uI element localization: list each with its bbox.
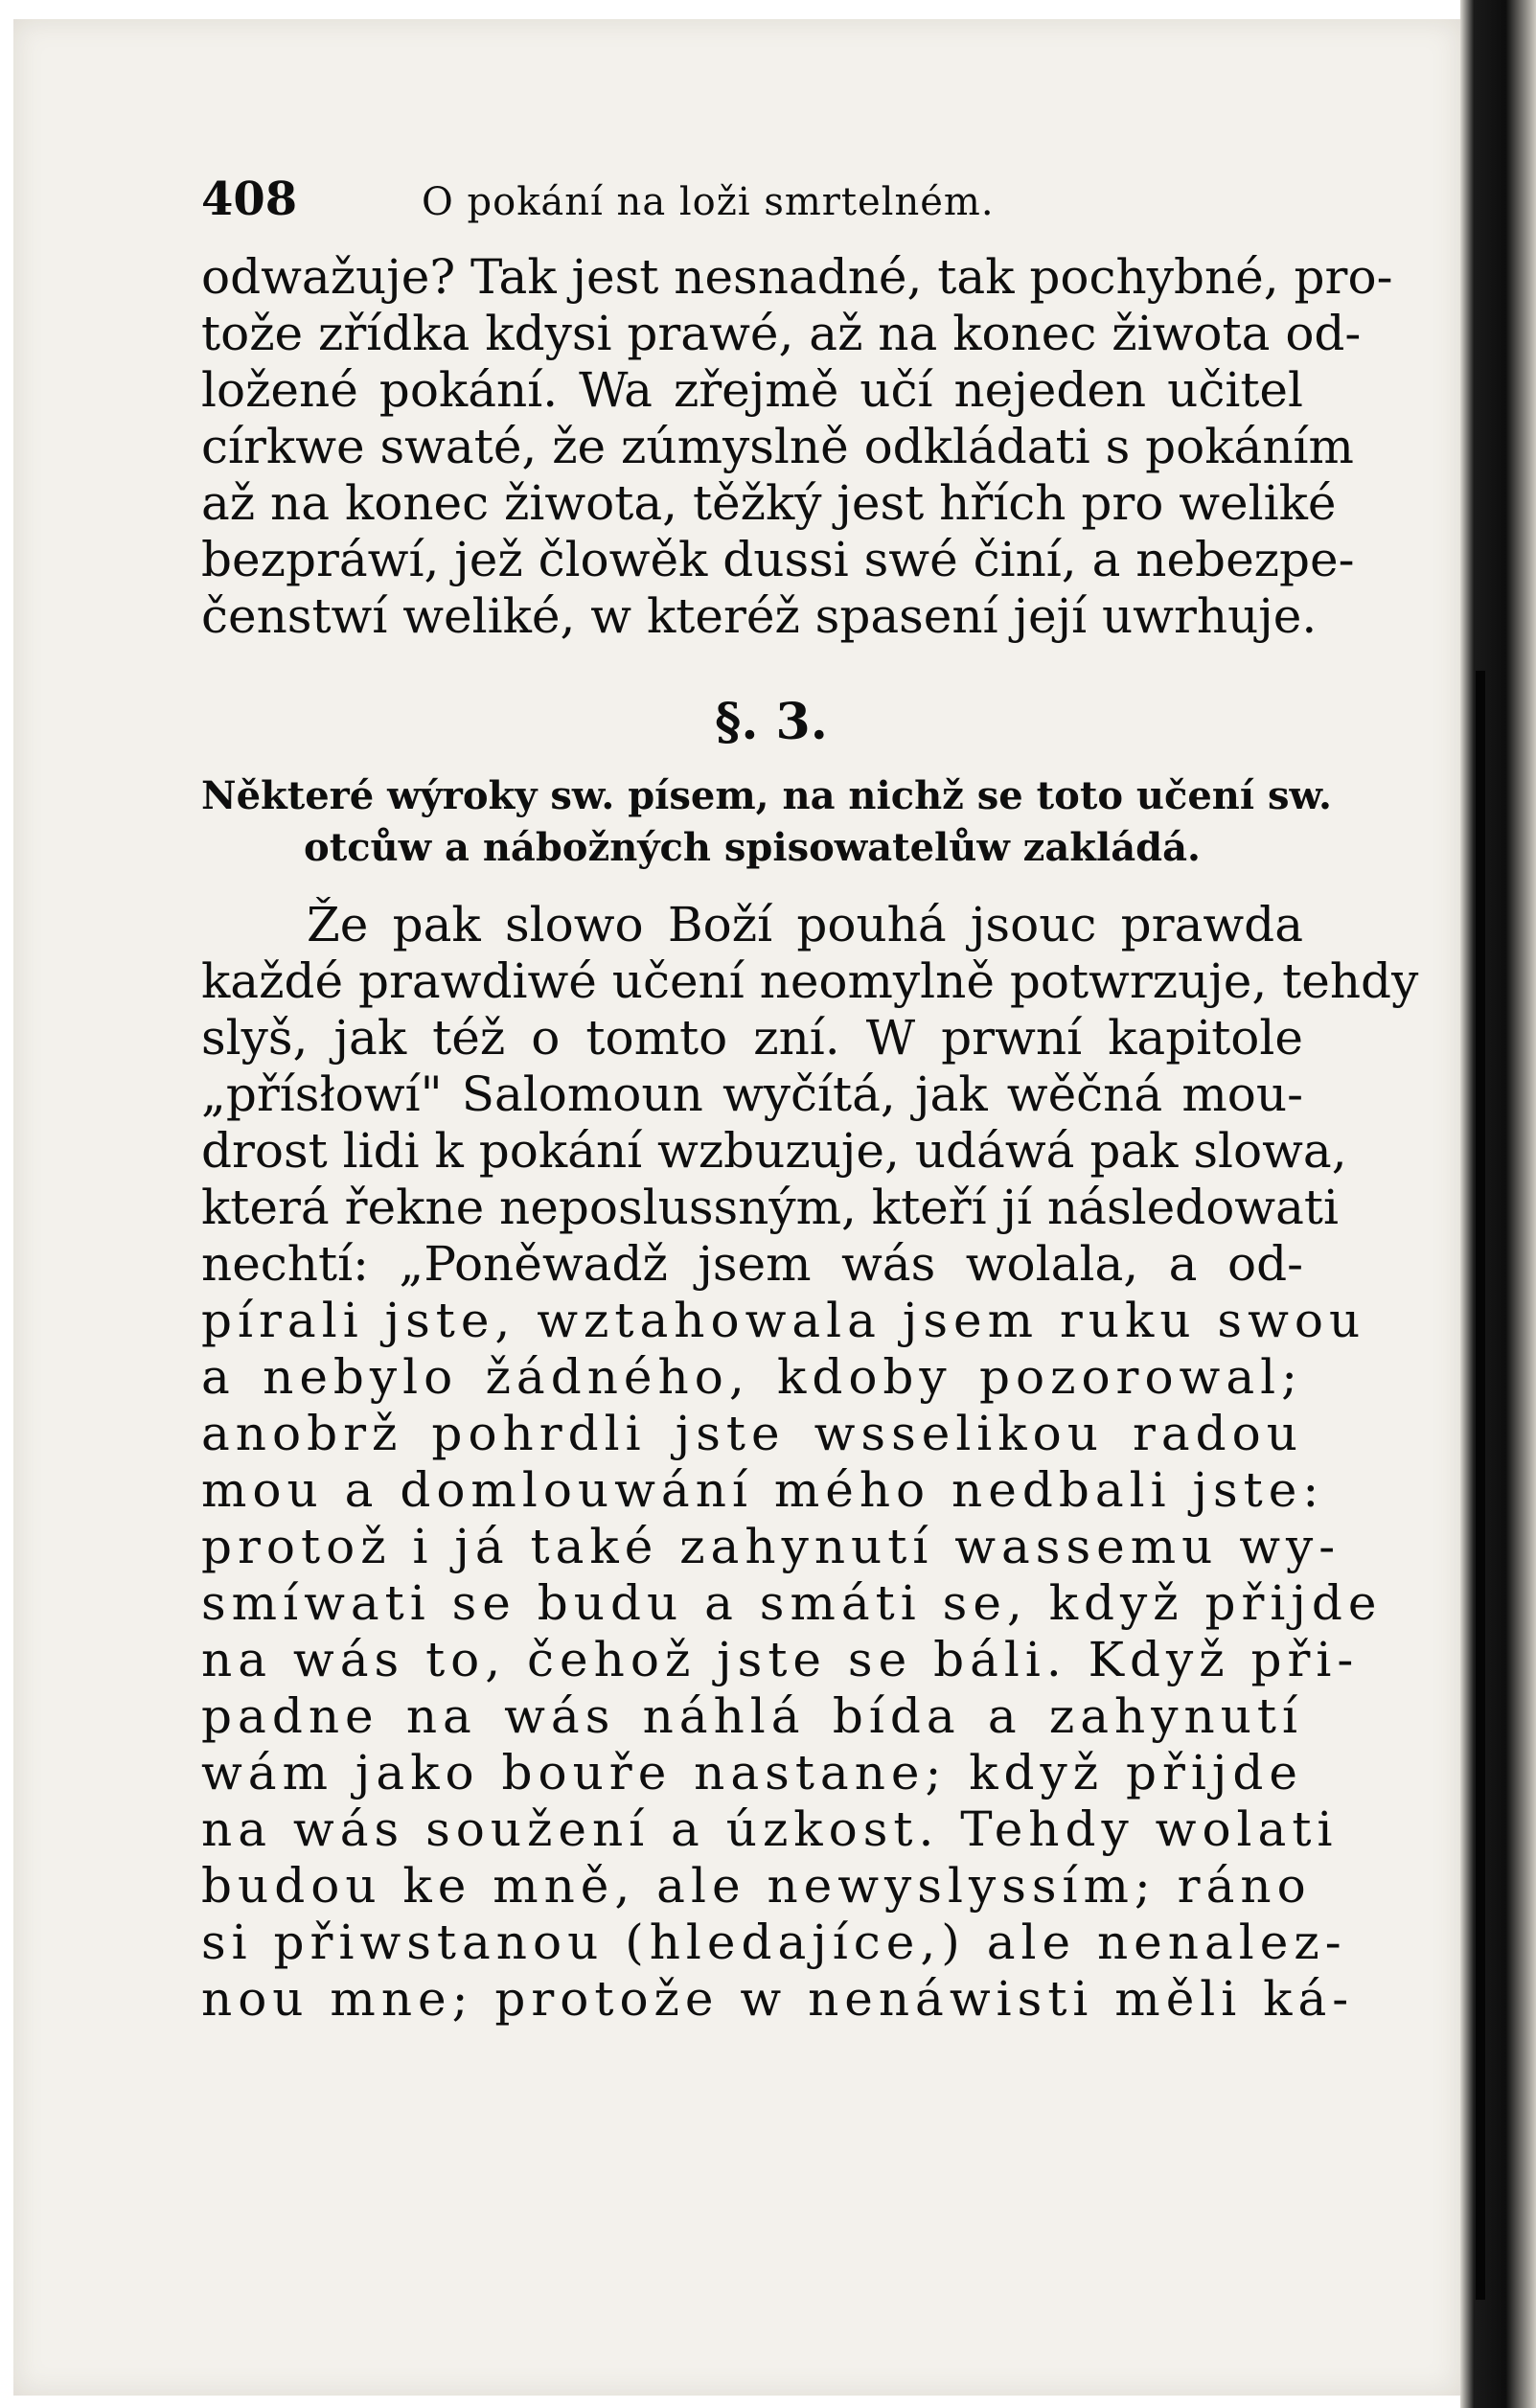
text-line: anobrž pohrdli jste wsselikou radou	[201, 1406, 1303, 1461]
page-header	[201, 172, 1303, 249]
text-line: bezpráwí, jež člowěk dussi swé činí, a nebezpe-	[201, 532, 1355, 587]
section-heading	[201, 770, 1332, 874]
text-line: až na konec žiwota, těžký jest hřích pro weliké	[201, 475, 1337, 531]
text-line: smíwati se budu a smáti se, když přijde	[201, 1575, 1383, 1631]
text-line: wám jako bouře nastane; když přijde	[201, 1745, 1303, 1800]
text-line: si přiwstanou (hledajíce,) ale nenalez-	[201, 1915, 1347, 1970]
text-line: na wás to, čehož jste se báli. Když při-	[201, 1632, 1360, 1687]
text-line: budou ke mně, ale newyslyssím; ráno	[201, 1858, 1312, 1914]
text-line: nou mne; protože w nenáwisti měli ká-	[201, 1971, 1355, 2027]
text-line: na wás soužení a úzkost. Tehdy wolati	[201, 1801, 1339, 1857]
text-line: nechtí: „Poněwadž jsem wás wolala, a od-	[201, 1236, 1303, 1292]
text-line: padne na wás náhlá bída a zahynutí	[201, 1688, 1303, 1744]
text-line: odwažuje? Tak jest nesnadné, tak pochybné, pro-	[201, 249, 1393, 305]
text-line: ložené pokání. Wa zřejmě učí nejeden učitel	[201, 362, 1303, 418]
binding-shadow-line	[1476, 671, 1485, 2300]
text-line: církwe swaté, že zúmyslně odkládati s pokáním	[201, 419, 1354, 474]
section-number: §. 3.	[715, 693, 828, 751]
running-title: O pokání na loži smrtelném.	[422, 180, 995, 224]
paragraph-2	[201, 897, 1419, 2028]
page-text-block	[201, 172, 1419, 2028]
text-line: která řekne neposlussným, kteří jí následowati	[201, 1180, 1339, 1235]
paragraph-1	[201, 249, 1393, 645]
text-line: a nebylo žádného, kdoby pozorowal;	[201, 1349, 1303, 1405]
text-line: drost lidi k pokání wzbuzuje, udáwá pak slowa,	[201, 1123, 1347, 1179]
text-line: mou a domlouwání mého nedbali jste:	[201, 1462, 1325, 1518]
text-line: „přísłowí" Salomoun wyčítá, jak wěčná mou-	[201, 1066, 1303, 1122]
book-binding-edge	[1460, 0, 1536, 2408]
page-number: 408	[201, 172, 298, 226]
text-line: tože zřídka kdysi prawé, až na konec žiwota od-	[201, 306, 1362, 361]
heading-line: Některé wýroky sw. písem, na nichž se toto učení sw.	[201, 773, 1332, 818]
text-line: Že pak slowo Boží pouhá jsouc prawda	[307, 897, 1303, 952]
heading-line: otcůw a nábožných spisowatelůw zakládá.	[304, 825, 1201, 870]
text-line: pírali jste, wztahowala jsem ruku swou	[201, 1293, 1366, 1348]
text-line: slyš, jak též o tomto zní. W prwní kapitole	[201, 1010, 1303, 1066]
text-line: protož i já také zahynutí wassemu wy-	[201, 1519, 1341, 1574]
text-line: čenstwí weliké, w kteréž spasení její uwrhuje.	[201, 588, 1318, 644]
text-line: každé prawdiwé učení neomylně potwrzuje, tehdy	[201, 953, 1419, 1009]
